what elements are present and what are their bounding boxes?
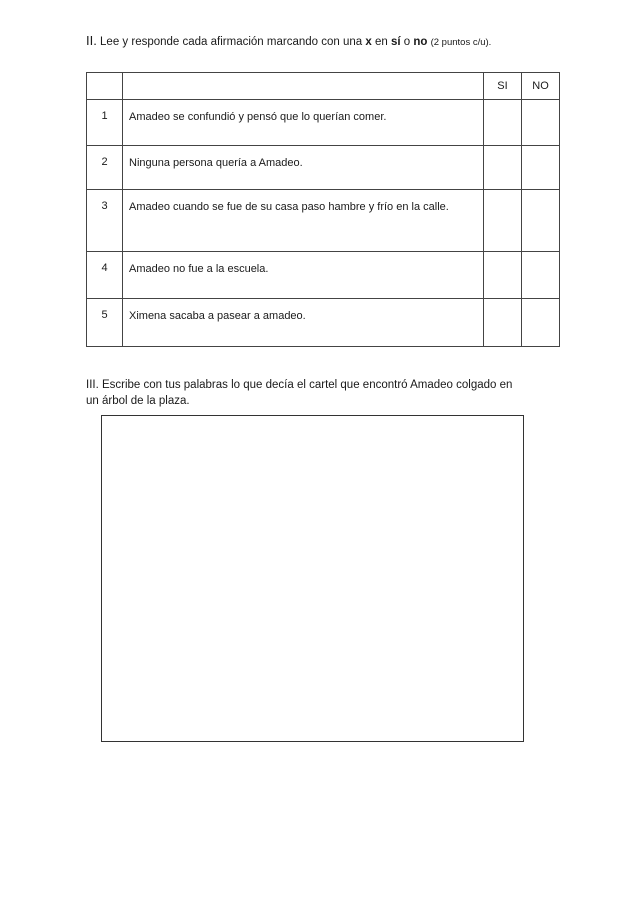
- row-number: 5: [87, 299, 123, 347]
- true-false-table: [86, 72, 560, 347]
- si-answer-box[interactable]: [484, 252, 522, 299]
- row-statement: Amadeo no fue a la escuela.: [123, 252, 484, 299]
- row-number: 1: [87, 100, 123, 146]
- header-si: SI: [484, 73, 522, 100]
- si-answer-box[interactable]: [484, 190, 522, 252]
- instruction-points: (2 puntos c/u).: [430, 37, 492, 48]
- no-answer-box[interactable]: [522, 252, 560, 299]
- instruction-text-c: o: [400, 36, 414, 48]
- table-row: [87, 252, 560, 299]
- row-number: 3: [87, 190, 123, 252]
- row-number: 4: [87, 252, 123, 299]
- no-answer-box[interactable]: [522, 146, 560, 190]
- table-header-row: [87, 73, 560, 100]
- instruction-si: sí: [390, 36, 401, 48]
- no-answer-box[interactable]: [522, 299, 560, 347]
- table-row: [87, 146, 560, 190]
- instruction-text-b: en: [371, 36, 391, 48]
- section-2-numeral: II.: [86, 33, 97, 48]
- instruction-text-a: Lee y responde cada afirmación marcando con una: [96, 36, 366, 48]
- header-statement-cell: [123, 73, 484, 100]
- si-answer-box[interactable]: [484, 100, 522, 146]
- table-row: [87, 190, 560, 252]
- answer-writing-box[interactable]: [101, 415, 524, 742]
- si-answer-box[interactable]: [484, 299, 522, 347]
- table-row: [87, 299, 560, 347]
- no-answer-box[interactable]: [522, 100, 560, 146]
- section-2-instructions: [86, 32, 556, 51]
- row-statement: Ximena sacaba a pasear a amadeo.: [123, 299, 484, 347]
- si-answer-box[interactable]: [484, 146, 522, 190]
- row-statement: Amadeo cuando se fue de su casa paso hambre y frío en la calle.: [123, 190, 484, 252]
- row-statement: Ninguna persona quería a Amadeo.: [123, 146, 484, 190]
- header-no: NO: [522, 73, 560, 100]
- row-statement: Amadeo se confundió y pensó que lo querían comer.: [123, 100, 484, 146]
- section-3-instructions: III. Escribe con tus palabras lo que decía el cartel que encontró Amadeo colgado en un árbol de la plaza.: [86, 379, 513, 407]
- no-answer-box[interactable]: [522, 190, 560, 252]
- row-number: 2: [87, 146, 123, 190]
- table-row: [87, 100, 560, 146]
- header-number-cell: [87, 73, 123, 100]
- instruction-mark: x: [365, 36, 372, 48]
- instruction-no: no: [413, 36, 428, 48]
